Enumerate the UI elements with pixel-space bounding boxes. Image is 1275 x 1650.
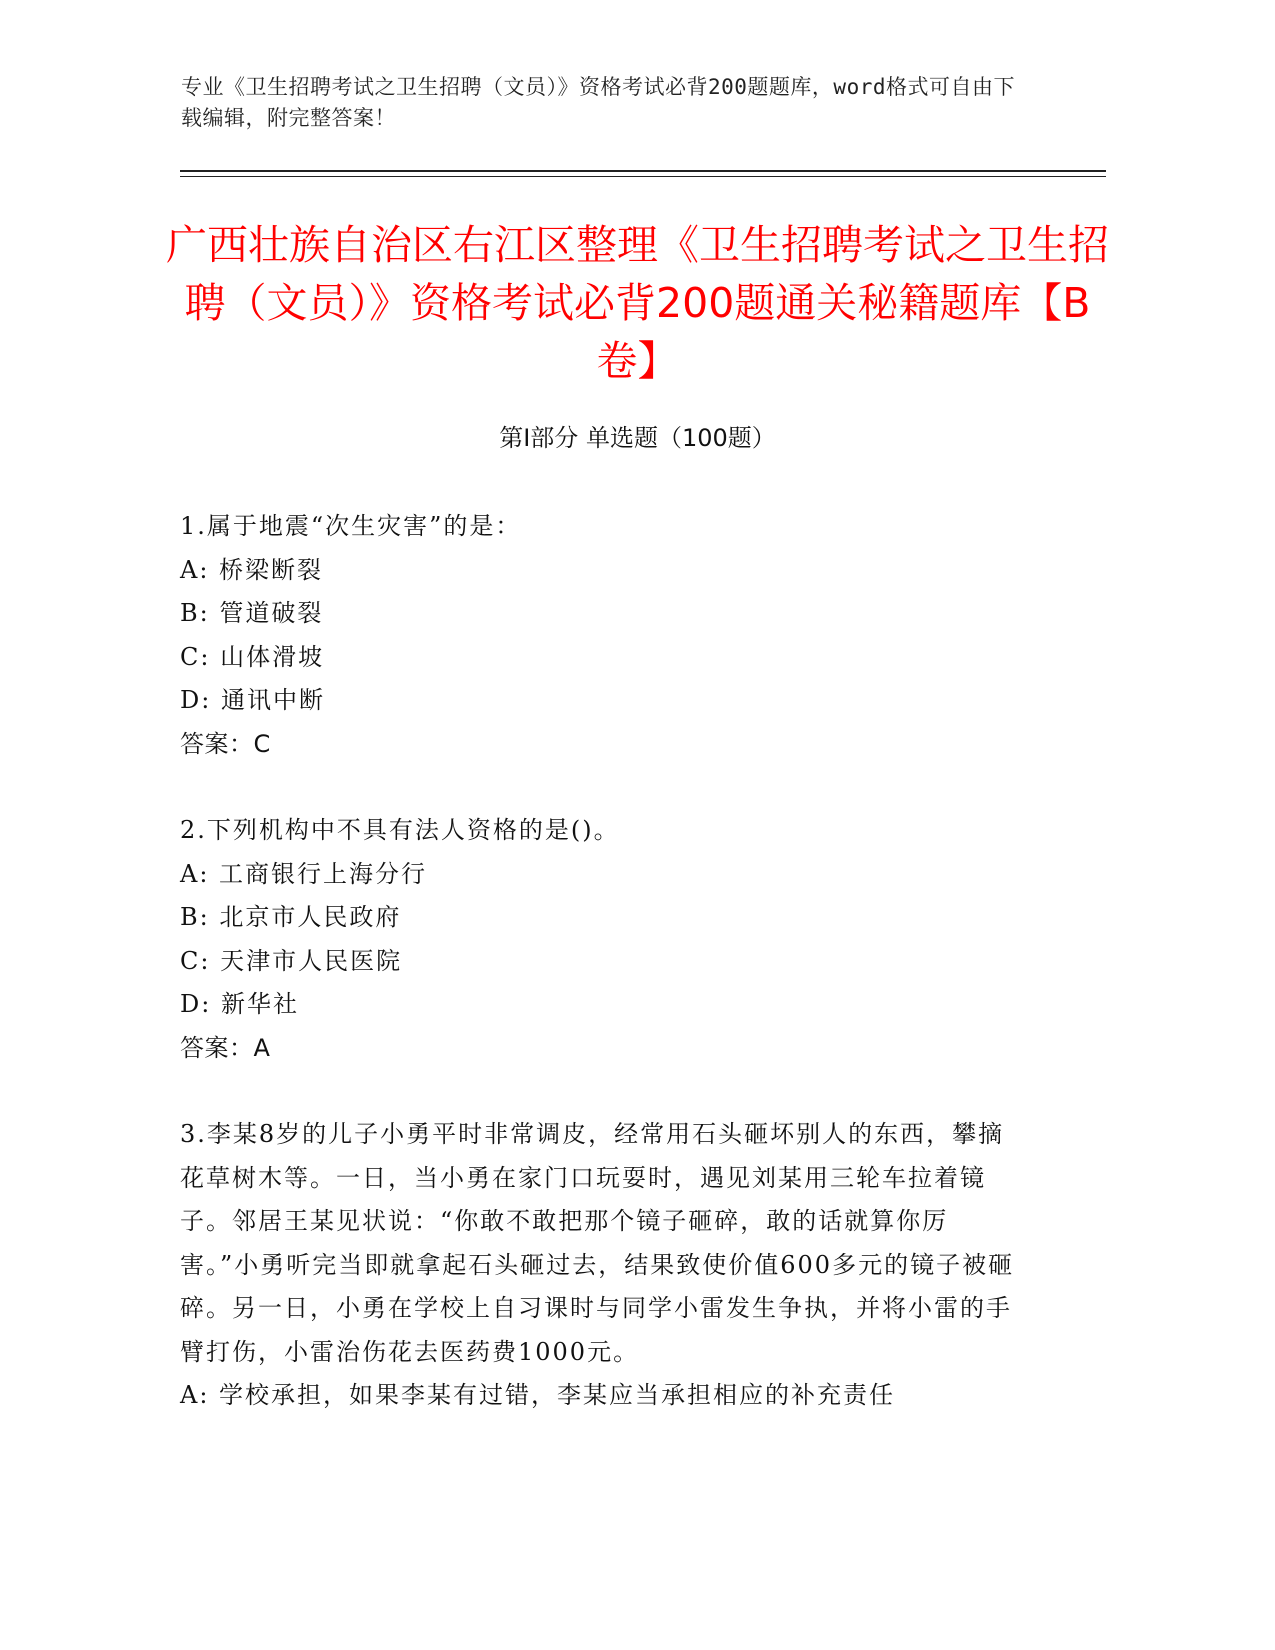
section-heading: 第Ⅰ部分 单选题（100题） [499,424,776,452]
document-title: 广西壮族自治区右江区整理《卫生招聘考试之卫生招聘（文员）》资格考试必背200题通关秘籍题库【B卷】 [166,221,1109,385]
question-stem: 1.属于地震“次生灾害”的是： [180,512,522,540]
option-d: D: 通讯中断 [180,686,325,714]
header-divider-thin [180,176,1106,177]
option-a: A: 工商银行上海分行 [180,859,428,888]
question-item [180,809,1020,1070]
question-item [180,505,1020,766]
header-divider [180,170,1106,172]
answer-line: 答案：A [180,1033,271,1062]
option-c: C: 天津市人民医院 [180,946,403,975]
option-d: D: 新华社 [180,990,299,1018]
question-stem: 2.下列机构中不具有法人资格的是()。 [180,816,620,844]
option-b: B: 北京市人民政府 [180,903,402,931]
question-list [180,505,1020,1461]
header-note: 专业《卫生招聘考试之卫生招聘（文员）》资格考试必背200题题库，word格式可自由下载编辑，附完整答案！ [181,75,1015,130]
option-b: B: 管道破裂 [180,599,324,627]
option-c: C: 山体滑坡 [180,642,325,671]
answer-line: 答案：C [180,729,271,758]
question-stem: 3.李某8岁的儿子小勇平时非常调皮，经常用石头砸坏别人的东西，攀摘花草树木等。一日，当小勇在家门口玩耍时，遇见刘某用三轮车拉着镜子。邻居王某见状说：“你敢不敢把那个镜子砸碎，敢的话就算你厉害。”小勇听完当即就拿起石头砸过去，结果致使价值600多元的镜子被砸碎。另一日，小勇在学校上自习课时与同学小雷发生争执，并将小雷的手臂打伤，小雷治伤花去医药费1000元。 [180,1120,1015,1366]
option-a: A: 桥梁断裂 [180,555,324,584]
option-a: A: 学校承担，如果李某有过错，李某应当承担相应的补充责任 [180,1381,896,1409]
question-item [180,1113,1020,1418]
